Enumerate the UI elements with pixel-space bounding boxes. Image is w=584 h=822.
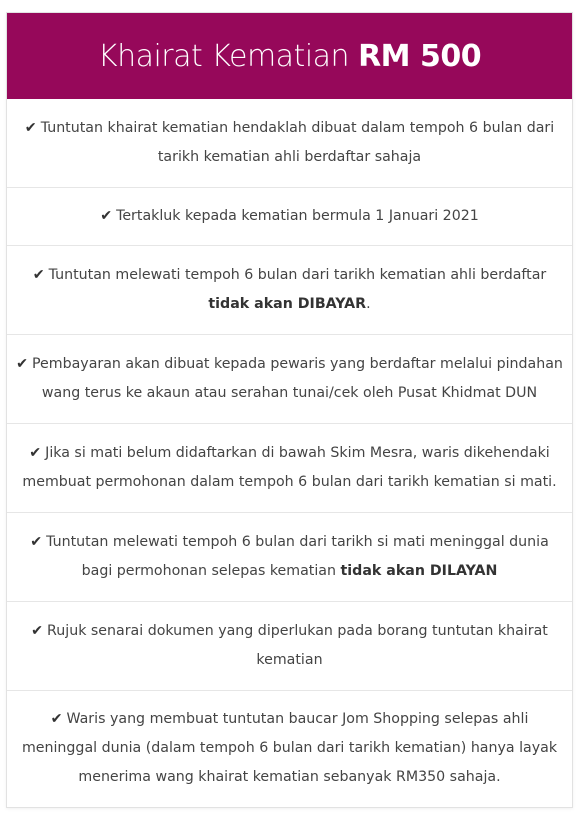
item-text: Pembayaran akan dibuat kepada pewaris yang berdaftar melalui pindahan wang terus ke akaun atau serahan tunai/cek oleh Pusat Khidmat DUN xyxy=(32,356,563,401)
item-text-suffix: . xyxy=(366,296,371,312)
item-text-bold: tidak akan DILAYAN xyxy=(340,563,498,579)
list-item xyxy=(7,691,572,806)
list-item xyxy=(7,188,572,246)
list-item xyxy=(7,335,572,424)
list-item xyxy=(7,99,572,188)
card-header xyxy=(7,13,572,99)
check-icon: ✔ xyxy=(50,711,63,727)
item-text: Jika si mati belum didaftarkan di bawah Skim Mesra, waris dikehendaki membuat permohonan dalam tempoh 6 bulan dari tarikh kematian si mati. xyxy=(22,445,557,490)
item-text: Tuntutan khairat kematian hendaklah dibuat dalam tempoh 6 bulan dari tarikh kematian ahli berdaftar sahaja xyxy=(40,120,555,165)
header-title-light: Khairat Kematian xyxy=(97,38,350,74)
list-item xyxy=(7,602,572,691)
item-text: Tuntutan melewati tempoh 6 bulan dari tarikh kematian ahli berdaftar xyxy=(48,267,547,283)
pricing-card xyxy=(6,12,573,808)
list-item xyxy=(7,424,572,513)
item-text-bold: tidak akan DIBAYAR xyxy=(208,296,367,312)
item-text: Rujuk senarai dokumen yang diperlukan pada borang tuntutan khairat kematian xyxy=(47,623,548,668)
check-icon: ✔ xyxy=(29,445,42,461)
item-text: Tuntutan melewati tempoh 6 bulan dari tarikh si mati meninggal dunia bagi permohonan selepas kematian xyxy=(46,534,549,579)
check-icon: ✔ xyxy=(24,120,37,136)
header-title-amount: RM 500 xyxy=(358,38,482,74)
list-item xyxy=(7,246,572,335)
item-text: Tertakluk kepada kematian bermula 1 Januari 2021 xyxy=(116,208,479,224)
item-text: Waris yang membuat tuntutan baucar Jom Shopping selepas ahli meninggal dunia (dalam tempoh 6 bulan dari tarikh kematian) hanya layak menerima wang khairat kematian sebanyak RM350 sahaja. xyxy=(21,711,558,785)
list-item xyxy=(7,513,572,602)
check-icon: ✔ xyxy=(100,208,113,224)
check-icon: ✔ xyxy=(31,623,44,639)
check-icon: ✔ xyxy=(16,356,28,372)
check-icon: ✔ xyxy=(32,267,45,283)
terms-list xyxy=(7,99,572,806)
check-icon: ✔ xyxy=(30,534,43,550)
